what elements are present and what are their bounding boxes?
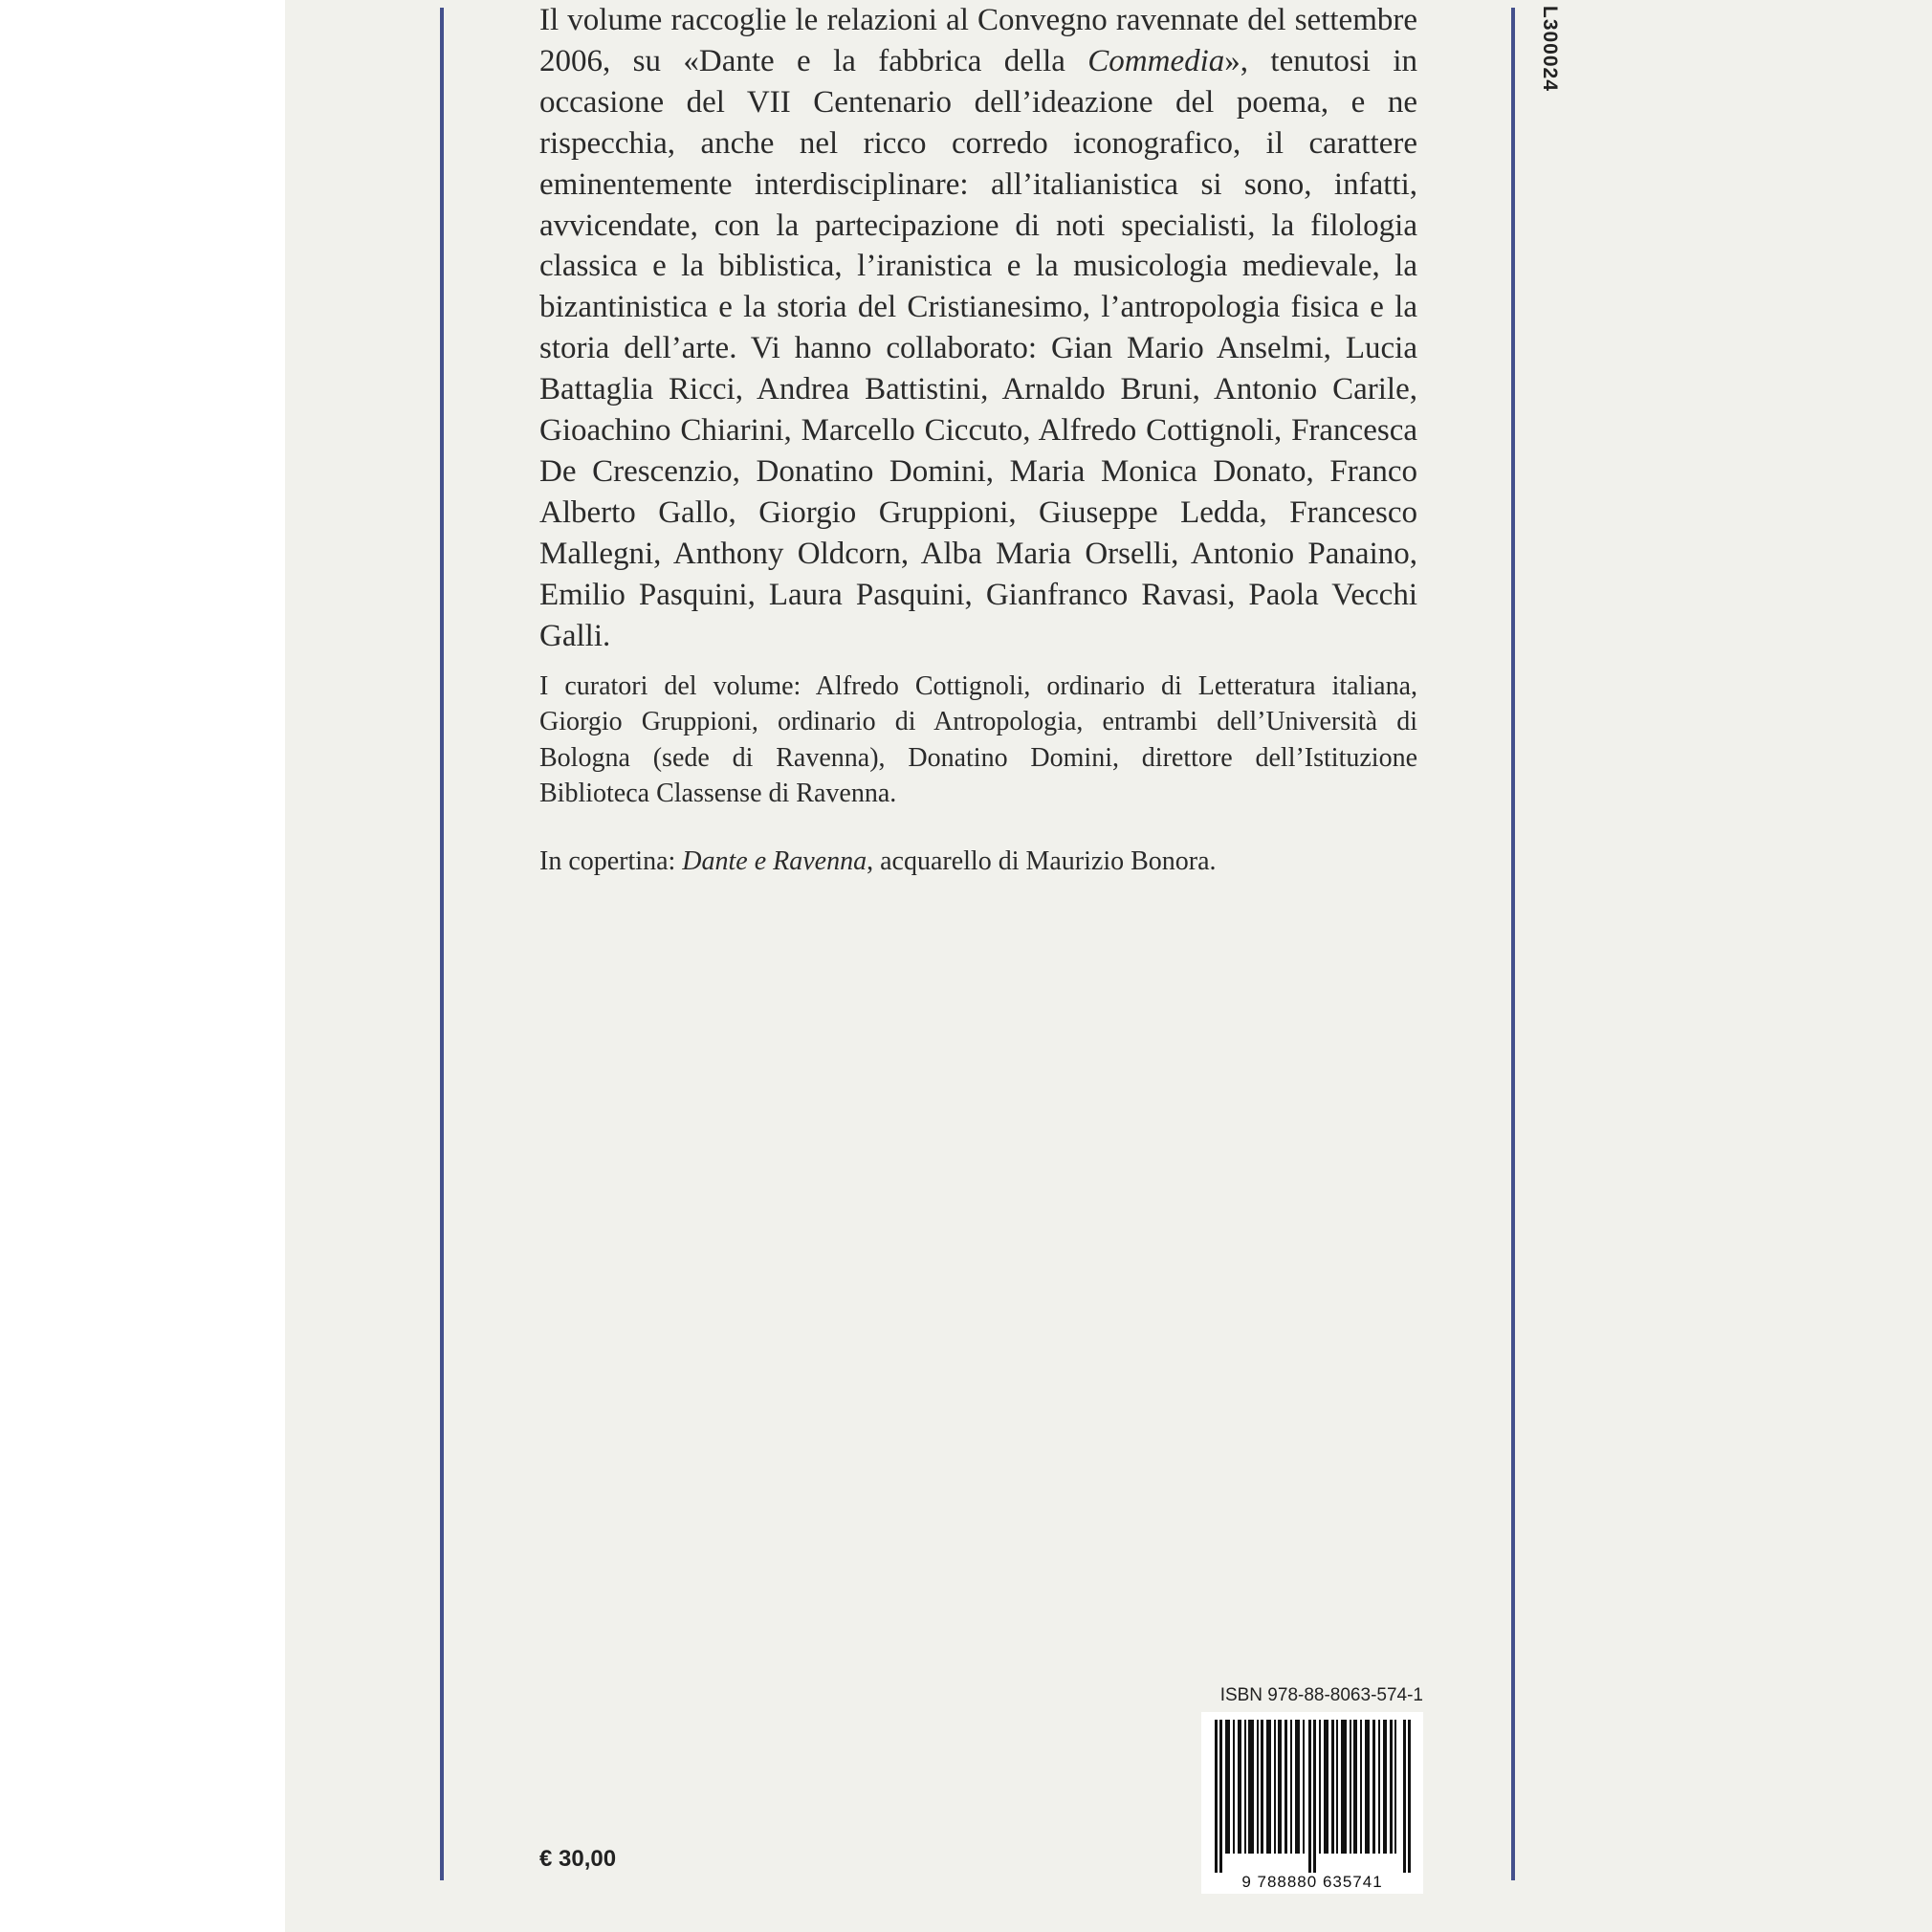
description-text-end: », tenutosi in occasione del VII Centenario dell’ideazione del poema, e ne rispecchia, anche nel ricco corredo iconografico, il carattere eminentemente interdisciplinare: all’italianistica si sono, infatti, avvicendate, con la partecipazione di noti specialisti, la filologia classica e la biblistica, l’iranistica e la musicologia medievale, la bizantinistica e la storia del Cristianesimo, l’antropologia fisica e la storia dell’arte. Vi hanno collaborato: Gian Mario Anselmi, Lucia Battaglia Ricci, Andrea Battistini, Arnaldo Bruni, Antonio Carile, Gioachino Chiarini, Marcello Ciccuto, Alfredo Cottignoli, Francesca De Crescenzio, Donatino Domini, Maria Monica Donato, Franco Alberto Gallo, Giorgio Gruppioni, Giuseppe Ledda, Francesco Mallegni, Anthony Oldcorn, Alba Maria Orselli, Antonio Panaino, Emilio Pasquini, Laura Pasquini, Gianfranco Ravasi, Paola Vecchi Galli. (539, 43, 1417, 653)
barcode-digits: 9 788880 635741 (1201, 1873, 1423, 1892)
barcode-bars (1215, 1720, 1412, 1873)
description-paragraph (539, 0, 1417, 657)
cover-credit (539, 844, 1417, 880)
cover-artwork-title: Dante e Ravenna (682, 845, 867, 876)
description-title-italic: Commedia (1087, 43, 1225, 78)
spine-code: L300024 (1539, 6, 1561, 92)
cover-credit-suffix: , acquarello di Maurizio Bonora. (867, 845, 1217, 876)
blurb-text (539, 0, 1417, 879)
curators-paragraph: I curatori del volume: Alfredo Cottignoli, ordinario di Letteratura italiana, Giorgio Gruppioni, ordinario di Antropologia, entrambi dell’Università di Bologna (sede di Ravenna), Donatino Domini, direttore dell’Istituzione Biblioteca Classense di Ravenna. (539, 670, 1417, 808)
left-vertical-rule (440, 8, 444, 1880)
right-vertical-rule (1511, 8, 1515, 1880)
description-text-start: Il volume raccoglie le relazioni al Convegno ravennate del settembre 2006, su «Dante e la fabbrica della (539, 3, 1417, 78)
barcode (1201, 1712, 1423, 1894)
price-label: € 30,00 (539, 1846, 617, 1872)
cover-credit-prefix: In copertina: (539, 845, 683, 876)
isbn-label: ISBN 978-88-8063-574-1 (1219, 1685, 1423, 1705)
isbn-barcode-block (1201, 1685, 1423, 1894)
